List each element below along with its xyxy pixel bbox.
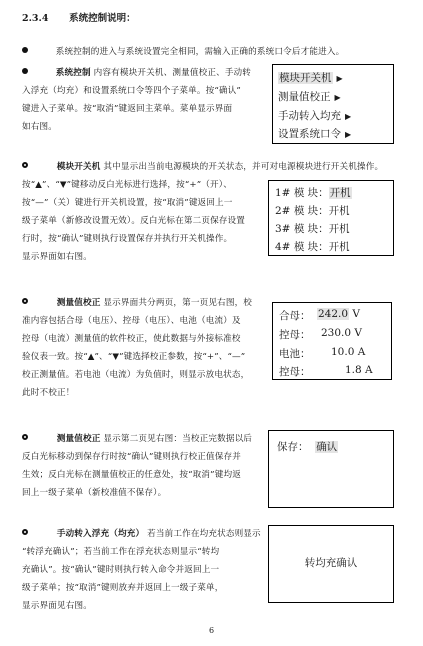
measure-row: 合母： 242.0 V: [279, 308, 360, 322]
measure-row: 控母： 1.8 A: [279, 364, 373, 378]
paragraph-line: 控母（电流）测量值的软件校正，使此数据与外接标准校: [22, 334, 241, 344]
main-menu-paragraph: [22, 64, 272, 136]
main-menu-lead: 系统控制: [55, 68, 91, 78]
paragraph-line: 显示界面共分两页，第一页见右图，校: [103, 298, 253, 308]
play-arrow-icon: ▶: [334, 93, 341, 102]
play-arrow-icon: ▶: [345, 112, 352, 121]
paragraph-line: 反白光标移动到保存行时按“确认”键则执行校正值保存并: [22, 452, 241, 462]
module-switch-screen: [268, 180, 394, 256]
save-row: 保存： 确认: [277, 441, 338, 453]
page-number: 6: [208, 626, 215, 635]
menu-item-module-switch: 模块开关机 ▶: [279, 72, 343, 84]
manual-float-screen: [268, 525, 394, 603]
paragraph-line: 回上一级子菜单（新校准值不保存）。: [22, 488, 167, 498]
paragraph-line: 其中显示出当前电源模块的开关状态，并可对电源模块进行开关机操作。: [103, 162, 384, 172]
bullet-ring-icon: [22, 298, 28, 304]
paragraph-line: “转浮充确认”；若当前工作在浮充状态则显示“转均: [22, 547, 220, 557]
module-switch-lead: 模块开关机: [56, 162, 101, 172]
manual-float-paragraph: [22, 525, 272, 615]
paragraph-line: 行时，按“确认”键则执行设置保存并执行开关机操作。: [22, 234, 233, 244]
intro-paragraph: [22, 43, 402, 61]
intro-text: 系统控制的进入与系统设置完全相同，需输入正确的系统口令后才能进入。: [55, 47, 345, 57]
paragraph-line: 级子菜单（新修改设置无效）。反白光标在第二页保存设置: [22, 216, 246, 226]
bullet-ring-icon: [22, 434, 28, 440]
main-menu-screen: [272, 64, 394, 144]
section-number: 2.3.4: [22, 13, 49, 24]
menu-item-manual-float: 手动转入均充 ▶: [278, 110, 352, 122]
menu-item-calibration: 测量值校正 ▶: [278, 91, 341, 103]
paragraph-line: 充确认”。按“确认”键时则执行转入命令并返回上一: [22, 565, 220, 575]
paragraph-line: 此时不校正！: [22, 388, 75, 398]
paragraph-line: 入浮充（均充）和设置系统口令等四个子菜单。按“确认”: [22, 86, 241, 96]
paragraph-line: 校正测量值。若电池（电流）为负值时，则显示放电状态，: [22, 370, 250, 380]
paragraph-line: 如右图。: [22, 122, 57, 132]
calibration-page1-paragraph: [22, 294, 272, 402]
bullet-ring-icon: [22, 162, 28, 168]
module-row: 2# 模 块：开机: [275, 205, 350, 217]
calibration-screen-page2: [268, 430, 394, 508]
calibration-lead: 测量值校正: [56, 298, 101, 308]
paragraph-line: 若当前工作在均充状态则显示: [147, 529, 261, 539]
paragraph-line: 内容有模块开关机、测量值校正、手动转: [93, 68, 252, 78]
manual-float-lead: 手动转入浮充（均充）: [56, 529, 145, 539]
paragraph-line: 按“▲”、“▼”键移动反白光标进行选择，按“+”（开）、: [22, 180, 232, 190]
measure-row: 控母： 230.0 V: [279, 327, 362, 341]
play-arrow-icon: ▶: [336, 74, 343, 83]
paragraph-line: 级子菜单；按“取消”键则放弃并返回上一级子菜单，: [22, 583, 224, 593]
section-heading: [22, 10, 136, 24]
menu-item-password: 设置系统口令 ▶: [278, 128, 352, 140]
confirm-text: 转均充确认: [304, 557, 358, 569]
paragraph-line: 生效；反白光标在测量值校正的任意处，按“取消”键均返: [22, 470, 241, 480]
measure-row: 电池： 10.0 A: [279, 346, 366, 360]
module-row: 3# 模 块：开机: [275, 223, 350, 235]
bullet-icon: [22, 47, 28, 53]
bullet-ring-icon: [22, 529, 28, 535]
calibration-page2-paragraph: [22, 430, 272, 502]
calibration-lead: 测量值校正: [56, 434, 101, 444]
play-arrow-icon: ▶: [345, 130, 352, 139]
bullet-icon: [22, 68, 28, 74]
paragraph-line: 显示第二页见右图：当校正完数据以后: [103, 434, 253, 444]
calibration-screen-page1: [272, 302, 392, 380]
module-row: 4# 模 块：开机: [275, 241, 350, 253]
paragraph-line: 按“—”（关）键进行开关机设置，按“取消”键返回上一: [22, 198, 233, 208]
module-row: 1# 模 块：开机: [275, 187, 351, 199]
section-title: 系统控制说明：: [69, 13, 136, 24]
paragraph-line: 键进入子菜单。按“取消”键返回主菜单。菜单显示界面: [22, 104, 233, 114]
paragraph-line: 准内容包括合母（电压）、控母（电压）、电池（电流）及: [22, 316, 241, 326]
paragraph-line: 验仪表一致。按“▲”、“▼”键选择校正参数，按“+”、“—”: [22, 352, 246, 362]
paragraph-line: 显示界面见右图。: [22, 601, 92, 611]
paragraph-line: 显示界面如右图。: [22, 252, 92, 262]
